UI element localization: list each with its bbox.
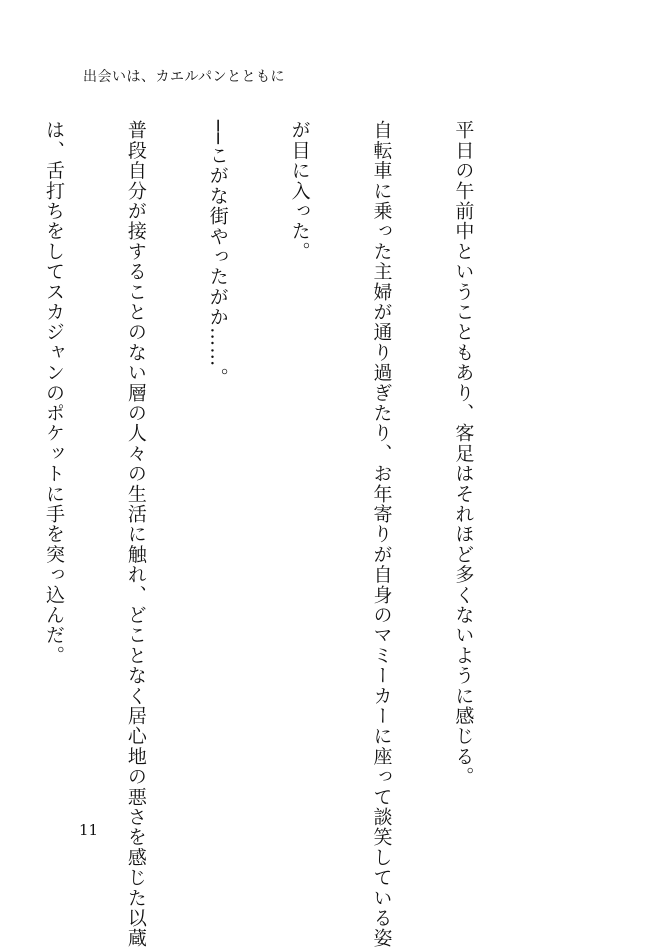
- text-line: 普段自分が接することのない層の人々の生活に触れ、どことなく居心地の悪さを感じた以蔵: [124, 120, 147, 948]
- text-line: ──こがな街やったがか……。: [206, 120, 229, 388]
- text-line: は、舌打ちをしてスカジャンのポケットに手を突っ込んだ。: [42, 120, 65, 666]
- running-header: 出会いは、カエルパンとともに: [83, 69, 286, 85]
- text-line: が目に入った。: [288, 120, 311, 262]
- text-line: 自転車に乗った主婦が通り過ぎたり、お年寄りが自身のマミーカーに座って談笑している姿: [370, 120, 393, 948]
- page-number: 11: [79, 821, 99, 839]
- text-line: 平日の午前中ということもあり、客足はそれほど多くないように感じる。: [452, 120, 475, 787]
